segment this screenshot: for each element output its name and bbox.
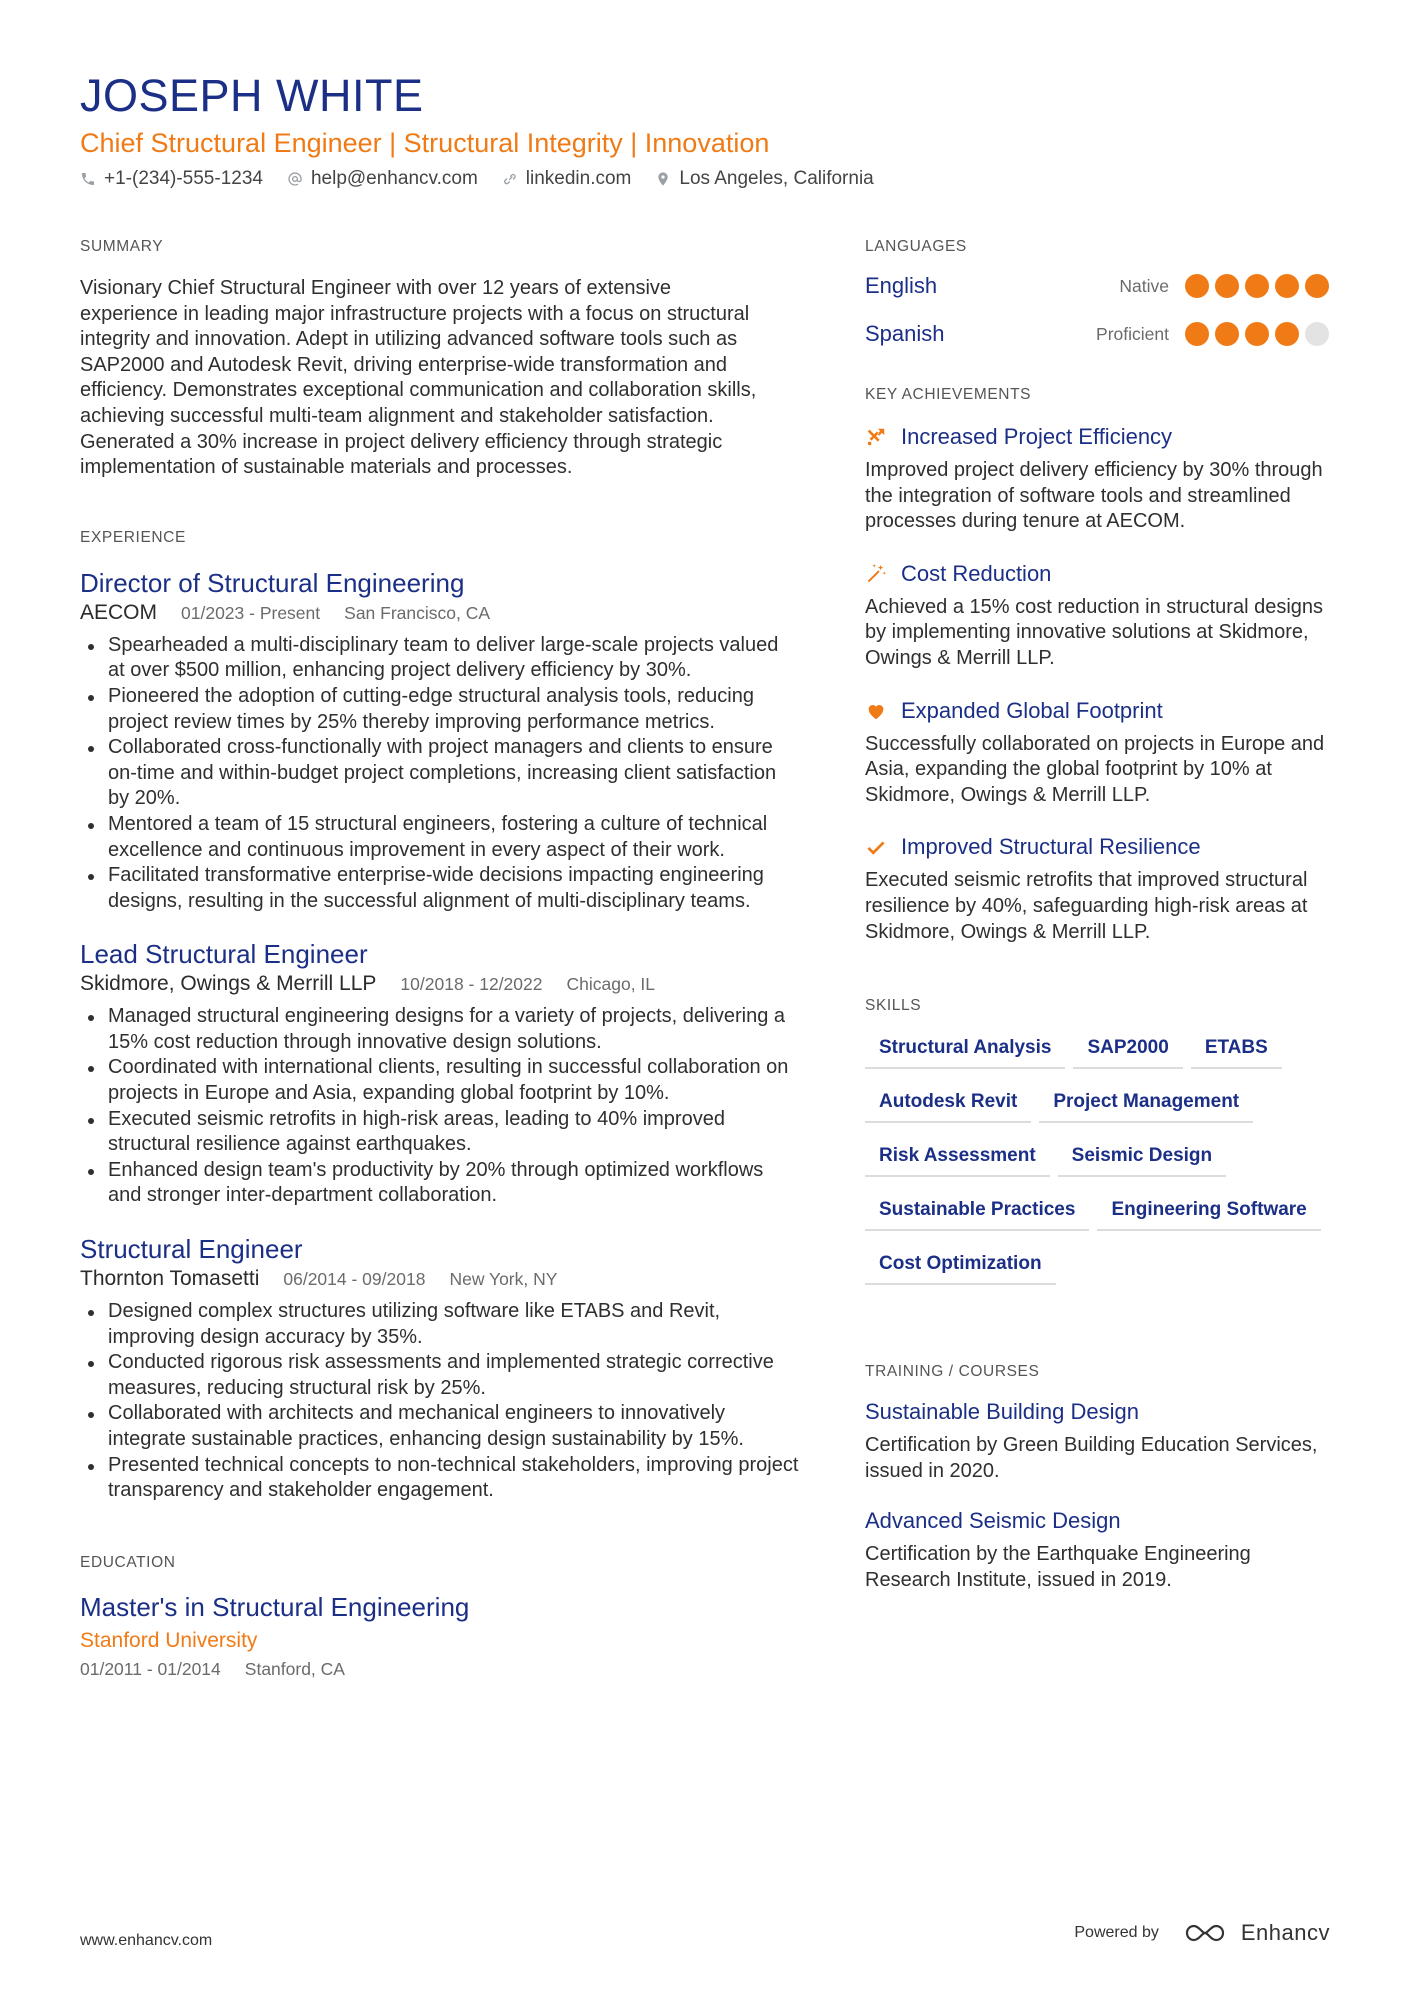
rating-dot-empty	[1305, 322, 1329, 346]
skill-tag: Project Management	[1039, 1087, 1253, 1123]
checkmark-icon	[865, 836, 887, 858]
achievement-item	[865, 424, 1335, 535]
job-bullet: Coordinated with international clients, resulting in successful collaboration on projects in Europe and Asia, expanding global footprint by 10%.	[80, 1055, 800, 1106]
course-title: Sustainable Building Design	[865, 1399, 1139, 1425]
summary-section	[80, 238, 800, 481]
achievement-desc: Improved project delivery efficiency by 30% through the integration of software tools and streamlined processes during tenure at AECOM.	[865, 459, 1323, 533]
job-location: Chicago, IL	[566, 974, 656, 995]
summary-text: Visionary Chief Structural Engineer with over 12 years of extensive experience in leading major infrastructure projects with a focus on structural integrity and innovation. Adept in utilizing advanced software tools such as SAP2000 and Autodesk Revit, driving enterprise-wide transformation and efficiency. Demonstrates exceptional communication and collaboration skills, achieving successful multi-team alignment and stakeholder satisfaction. Generated a 30% increase in project delivery efficiency through strategic implementation of sustainable materials and processes.	[80, 277, 757, 479]
powered-by-label: Powered by	[1074, 1924, 1159, 1941]
contact-phone-text: +1-(234)-555-1234	[104, 168, 263, 189]
job-company: AECOM	[80, 600, 158, 624]
degree-title: Master's in Structural Engineering	[80, 1591, 470, 1622]
education-section	[80, 1554, 800, 1680]
job-bullet: Presented technical concepts to non-technical stakeholders, improving project transparency and stakeholder engagement.	[80, 1453, 800, 1504]
footer-branding	[1074, 1920, 1330, 1946]
job-bullet: Executed seismic retrofits in high-risk areas, leading to 40% improved structural resilience against earthquakes.	[80, 1107, 800, 1158]
experience-section	[80, 529, 800, 1504]
language-level: Proficient	[1096, 323, 1169, 344]
job-location: New York, NY	[449, 1269, 558, 1290]
job-bullet: Facilitated transformative enterprise-wide decisions impacting engineering designs, resulting in the successful alignment of multi-disciplinary teams.	[80, 863, 800, 914]
achievement-header	[865, 834, 1335, 860]
contact-email[interactable]	[287, 168, 478, 190]
job-title: Lead Structural Engineer	[80, 939, 368, 970]
job-bullet: Managed structural engineering designs for a variety of projects, delivering a 15% cost reduction through innovative design solutions.	[80, 1004, 800, 1055]
course-item	[865, 1399, 1335, 1484]
achievement-item	[865, 561, 1335, 672]
at-icon	[287, 171, 303, 187]
skills-list	[865, 1033, 1335, 1303]
brand-logo[interactable]	[1183, 1920, 1330, 1946]
job-meta	[80, 972, 800, 996]
achievement-title: Improved Structural Resilience	[901, 834, 1201, 860]
contact-linkedin[interactable]	[502, 168, 632, 190]
left-column	[80, 238, 800, 1680]
enhancv-logo-icon	[1183, 1921, 1227, 1945]
skill-tag: Engineering Software	[1097, 1195, 1320, 1231]
course-desc: Certification by Green Building Education Services, issued in 2020.	[865, 1434, 1318, 1482]
job-meta	[80, 1267, 800, 1291]
job-entry	[80, 567, 800, 915]
job-bullet: Collaborated cross-functionally with project managers and clients to ensure on-time and within-budget project completions, increasing client satisfaction by 20%.	[80, 735, 800, 812]
job-date: 06/2014 - 09/2018	[283, 1269, 426, 1290]
achievement-title: Increased Project Efficiency	[901, 424, 1173, 449]
languages-title: LANGUAGES	[865, 238, 967, 255]
rating-dot-filled	[1245, 274, 1269, 298]
magic-wand-icon	[865, 563, 887, 585]
language-row	[865, 268, 1335, 304]
job-bullet: Mentored a team of 15 structural engineers, fostering a culture of technical excellence and continuous improvement in every aspect of their work.	[80, 812, 800, 863]
headline: Chief Structural Engineer | Structural Integrity | Innovation	[80, 128, 770, 158]
rating-dot-filled	[1185, 274, 1209, 298]
rating-dot-filled	[1215, 274, 1239, 298]
skill-tag: Structural Analysis	[865, 1033, 1065, 1069]
achievement-title: Cost Reduction	[901, 560, 1052, 586]
rating-dot-filled	[1245, 322, 1269, 346]
contact-bar	[80, 168, 898, 190]
rating-dot-filled	[1185, 322, 1209, 346]
achievement-header	[865, 561, 1335, 587]
rating-dot-filled	[1275, 274, 1299, 298]
rating-dot-filled	[1215, 322, 1239, 346]
skill-tag: Seismic Design	[1058, 1141, 1226, 1177]
contact-phone[interactable]	[80, 168, 263, 190]
achievement-desc: Achieved a 15% cost reduction in structural designs by implementing innovative solutions at Skidmore, Owings & Merrill LLP.	[865, 595, 1324, 669]
brand-name: Enhancv	[1240, 1920, 1330, 1945]
job-date: 01/2023 - Present	[181, 602, 321, 623]
training-title: TRAINING / COURSES	[865, 1363, 1040, 1381]
contact-linkedin-text: linkedin.com	[525, 168, 632, 189]
contact-email-text: help@enhancv.com	[310, 168, 478, 189]
achievement-item	[865, 834, 1335, 945]
job-title: Director of Structural Engineering	[80, 567, 465, 598]
achievement-title: Expanded Global Footprint	[901, 697, 1163, 723]
education-meta	[80, 1659, 800, 1680]
contact-location	[655, 168, 873, 190]
link-icon	[502, 171, 518, 187]
achievements-title: KEY ACHIEVEMENTS	[865, 386, 1032, 403]
language-name: Spanish	[865, 321, 945, 346]
achievement-desc: Executed seismic retrofits that improved structural resilience by 40%, safeguarding high-risk areas at Skidmore, Owings & Merrill LLP.	[865, 869, 1308, 943]
skill-tag: Autodesk Revit	[865, 1087, 1031, 1123]
job-bullet: Collaborated with architects and mechanical engineers to innovatively integrate sustainable practices, enhancing design sustainability by 15%.	[80, 1401, 800, 1452]
skill-tag: ETABS	[1191, 1033, 1282, 1069]
job-entry	[80, 1233, 800, 1504]
heart-icon	[865, 700, 887, 722]
location-pin-icon	[655, 171, 671, 187]
achievement-desc: Successfully collaborated on projects in Europe and Asia, expanding the global footprint by 10% at Skidmore, Owings & Merrill LLP.	[865, 732, 1325, 806]
rating-dot-filled	[1305, 274, 1329, 298]
skill-tag: SAP2000	[1073, 1033, 1182, 1069]
achievement-header	[865, 424, 1335, 450]
course-item	[865, 1508, 1335, 1593]
achievements-section	[865, 386, 1335, 945]
job-bullet: Pioneered the adoption of cutting-edge structural analysis tools, reducing project review times by 25% thereby improving performance metrics.	[80, 684, 800, 735]
skill-tag: Sustainable Practices	[865, 1195, 1089, 1231]
achievement-header	[865, 698, 1335, 724]
job-bullets	[80, 1299, 800, 1504]
job-company: Thornton Tomasetti	[80, 1267, 260, 1291]
course-title: Advanced Seismic Design	[865, 1508, 1121, 1534]
language-name: English	[865, 273, 938, 298]
training-section	[865, 1363, 1335, 1593]
candidate-name: JOSEPH WHITE	[80, 70, 424, 121]
trend-arrow-icon	[865, 426, 887, 448]
course-desc: Certification by the Earthquake Engineering Research Institute, issued in 2019.	[865, 1543, 1251, 1591]
job-company: Skidmore, Owings & Merrill LLP	[80, 972, 377, 996]
job-bullet: Spearheaded a multi-disciplinary team to deliver large-scale projects valued at over $500 million, enhancing project delivery efficiency by 30%.	[80, 633, 800, 684]
job-bullet: Conducted rigorous risk assessments and implemented strategic corrective measures, reducing structural risk by 25%.	[80, 1350, 800, 1401]
footer-website[interactable]: www.enhancv.com	[80, 1932, 213, 1949]
job-bullets	[80, 633, 800, 915]
summary-title: SUMMARY	[80, 238, 164, 255]
language-rating	[1185, 274, 1335, 298]
language-row	[865, 316, 1335, 352]
language-rating	[1185, 322, 1335, 346]
languages-section	[865, 238, 1335, 352]
skills-title: SKILLS	[865, 997, 922, 1015]
experience-title: EXPERIENCE	[80, 528, 186, 546]
job-meta	[80, 601, 800, 625]
job-bullet: Designed complex structures utilizing software like ETABS and Revit, improving design accuracy by 35%.	[80, 1299, 800, 1350]
right-column	[865, 238, 1335, 1594]
skill-tag: Risk Assessment	[865, 1141, 1050, 1177]
education-title: EDUCATION	[80, 1553, 176, 1571]
job-date: 10/2018 - 12/2022	[400, 974, 543, 995]
job-bullet: Enhanced design team's productivity by 20% through optimized workflows and stronger inter-department collaboration.	[80, 1158, 800, 1209]
job-title: Structural Engineer	[80, 1234, 303, 1265]
school-name: Stanford University	[80, 1628, 258, 1652]
achievement-item	[865, 698, 1335, 809]
education-location: Stanford, CA	[244, 1658, 345, 1679]
skills-section	[865, 997, 1335, 1303]
job-entry	[80, 938, 800, 1209]
skill-tag: Cost Optimization	[865, 1249, 1056, 1285]
job-bullets	[80, 1004, 800, 1209]
rating-dot-filled	[1275, 322, 1299, 346]
language-level: Native	[1119, 275, 1169, 296]
contact-location-text: Los Angeles, California	[679, 168, 874, 189]
education-date: 01/2011 - 01/2014	[80, 1658, 221, 1679]
job-location: San Francisco, CA	[344, 602, 491, 623]
phone-icon	[80, 171, 96, 187]
